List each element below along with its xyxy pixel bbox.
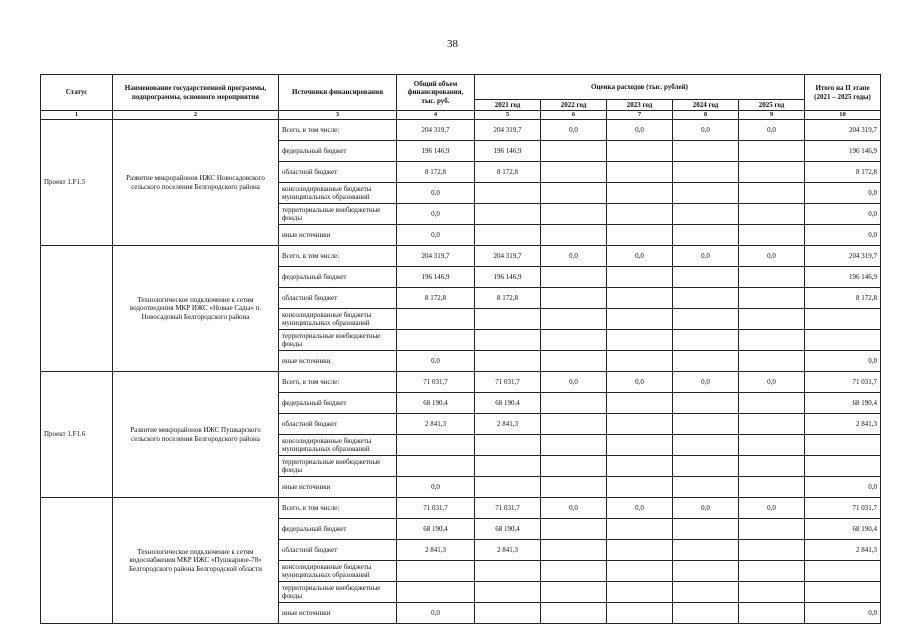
cell-2023: [607, 603, 673, 624]
cell-total: 196 146,9: [397, 267, 475, 288]
cell-source: Всего, в том числе:: [279, 372, 397, 393]
cell-total: 0,0: [397, 183, 475, 204]
cell-stage-total: 204 319,7: [805, 120, 881, 141]
cell-2021: 2 841,3: [475, 414, 541, 435]
cell-total: [397, 330, 475, 351]
cell-2022: [541, 435, 607, 456]
col-number: 5: [475, 111, 541, 120]
cell-total: 71 031,7: [397, 372, 475, 393]
cell-2025: [739, 204, 805, 225]
cell-2024: [673, 351, 739, 372]
cell-2024: [673, 267, 739, 288]
table-row: [41, 372, 881, 393]
cell-source: областной бюджет: [279, 414, 397, 435]
cell-2022: 0,0: [541, 246, 607, 267]
cell-2023: [607, 204, 673, 225]
cell-2023: 0,0: [607, 498, 673, 519]
cell-source: консолидированные бюджеты муниципальных образований: [279, 183, 397, 204]
cell-source: территориальные внебюджетные фонды: [279, 582, 397, 603]
cell-total: 71 031,7: [397, 498, 475, 519]
cell-source: областной бюджет: [279, 162, 397, 183]
header-year-2022: 2022 год: [541, 100, 607, 111]
cell-2022: 0,0: [541, 372, 607, 393]
cell-stage-total: [805, 582, 881, 603]
cell-stage-total: 0,0: [805, 603, 881, 624]
cell-2021: 68 190,4: [475, 393, 541, 414]
cell-stage-total: 2 841,3: [805, 414, 881, 435]
cell-stage-total: [805, 309, 881, 330]
cell-total: [397, 435, 475, 456]
header-estimate: Оценка расходов (тыс. рублей): [475, 75, 805, 100]
header-stage-total: Итого на II этапе (2021 – 2025 годы): [805, 75, 881, 111]
cell-program-name: Технологическое подключение к сетям водоснабжения МКР ИЖС «Пушкарное-78» Белгородского района Белгородской области: [113, 498, 279, 624]
cell-2021: [475, 603, 541, 624]
cell-source: федеральный бюджет: [279, 519, 397, 540]
cell-stage-total: 8 172,8: [805, 162, 881, 183]
cell-2024: [673, 582, 739, 603]
cell-source: территориальные внебюджетные фонды: [279, 330, 397, 351]
cell-2021: [475, 456, 541, 477]
cell-source: областной бюджет: [279, 288, 397, 309]
cell-source: консолидированные бюджеты муниципальных образований: [279, 309, 397, 330]
cell-program-name: Развитие микрорайонов ИЖС Новосадовского сельского поселения Белгородского района: [113, 120, 279, 246]
cell-2023: [607, 519, 673, 540]
cell-2022: [541, 309, 607, 330]
col-number: 7: [607, 111, 673, 120]
cell-source: Всего, в том числе:: [279, 498, 397, 519]
cell-2025: 0,0: [739, 120, 805, 141]
cell-stage-total: 0,0: [805, 183, 881, 204]
col-number: 6: [541, 111, 607, 120]
cell-stage-total: 0,0: [805, 204, 881, 225]
page-number: 38: [447, 38, 458, 50]
cell-2024: [673, 435, 739, 456]
cell-stage-total: 68 190,4: [805, 393, 881, 414]
cell-2025: [739, 456, 805, 477]
cell-total: 0,0: [397, 204, 475, 225]
cell-2021: 196 146,9: [475, 267, 541, 288]
cell-2024: [673, 330, 739, 351]
cell-2022: [541, 477, 607, 498]
cell-2024: [673, 603, 739, 624]
cell-stage-total: 204 319,7: [805, 246, 881, 267]
cell-total: 8 172,8: [397, 162, 475, 183]
cell-source: иные источники: [279, 351, 397, 372]
cell-stage-total: 196 146,9: [805, 267, 881, 288]
cell-2025: [739, 477, 805, 498]
cell-2025: [739, 582, 805, 603]
header-year-2024: 2024 год: [673, 100, 739, 111]
cell-2021: 204 319,7: [475, 246, 541, 267]
cell-2023: [607, 309, 673, 330]
cell-stage-total: [805, 456, 881, 477]
cell-2023: [607, 582, 673, 603]
cell-2021: [475, 477, 541, 498]
cell-total: [397, 582, 475, 603]
cell-2025: [739, 309, 805, 330]
cell-2021: [475, 183, 541, 204]
cell-status: Проект 1.F1.5: [41, 120, 113, 246]
cell-2022: [541, 393, 607, 414]
cell-2025: 0,0: [739, 498, 805, 519]
cell-2023: [607, 288, 673, 309]
cell-2025: [739, 267, 805, 288]
cell-2022: [541, 225, 607, 246]
cell-2025: [739, 393, 805, 414]
cell-program-name: Развитие микрорайонов ИЖС Пушкарского сельского поселения Белгородского района: [113, 372, 279, 498]
cell-2025: [739, 141, 805, 162]
cell-2025: 0,0: [739, 372, 805, 393]
cell-program-name: Технологическое подключение к сетям водоотведения МКР ИЖС «Новые Сады» п. Новосадовый Белгородского района: [113, 246, 279, 372]
header-year-2021: 2021 год: [475, 100, 541, 111]
table-row: [41, 246, 881, 267]
cell-2024: [673, 204, 739, 225]
cell-2022: [541, 540, 607, 561]
cell-total: 0,0: [397, 603, 475, 624]
cell-2025: [739, 330, 805, 351]
cell-2023: 0,0: [607, 120, 673, 141]
cell-2021: [475, 330, 541, 351]
cell-2025: [739, 519, 805, 540]
cell-total: 196 146,9: [397, 141, 475, 162]
cell-2022: [541, 141, 607, 162]
cell-2024: [673, 288, 739, 309]
cell-2025: [739, 183, 805, 204]
cell-2022: [541, 330, 607, 351]
cell-2024: [673, 519, 739, 540]
cell-2022: 0,0: [541, 120, 607, 141]
cell-2023: 0,0: [607, 372, 673, 393]
cell-2023: [607, 351, 673, 372]
cell-2023: [607, 162, 673, 183]
cell-2022: [541, 414, 607, 435]
cell-source: федеральный бюджет: [279, 141, 397, 162]
cell-2021: 204 319,7: [475, 120, 541, 141]
cell-total: [397, 456, 475, 477]
cell-2024: [673, 414, 739, 435]
cell-total: 68 190,4: [397, 393, 475, 414]
cell-2021: [475, 351, 541, 372]
cell-total: 2 841,3: [397, 414, 475, 435]
cell-2025: 0,0: [739, 246, 805, 267]
table-row: [41, 498, 881, 519]
col-number: 3: [279, 111, 397, 120]
cell-2022: [541, 351, 607, 372]
cell-status: [41, 498, 113, 624]
cell-source: иные источники: [279, 477, 397, 498]
cell-total: 0,0: [397, 351, 475, 372]
cell-total: 68 190,4: [397, 519, 475, 540]
cell-2025: [739, 288, 805, 309]
cell-total: [397, 309, 475, 330]
cell-2022: [541, 267, 607, 288]
cell-source: федеральный бюджет: [279, 267, 397, 288]
cell-2022: [541, 519, 607, 540]
header-sources: Источники финансирования: [279, 75, 397, 111]
cell-2023: [607, 435, 673, 456]
cell-source: консолидированные бюджеты муниципальных образований: [279, 435, 397, 456]
cell-2024: 0,0: [673, 372, 739, 393]
cell-stage-total: 68 190,4: [805, 519, 881, 540]
col-number: 4: [397, 111, 475, 120]
cell-2021: 68 190,4: [475, 519, 541, 540]
cell-2021: [475, 225, 541, 246]
table-body: [41, 120, 881, 624]
cell-source: иные источники: [279, 225, 397, 246]
cell-2021: [475, 582, 541, 603]
financing-table: [40, 74, 881, 624]
cell-source: территориальные внебюджетные фонды: [279, 456, 397, 477]
cell-2024: [673, 183, 739, 204]
cell-2024: 0,0: [673, 120, 739, 141]
header-status: Статус: [41, 75, 113, 111]
cell-2023: [607, 183, 673, 204]
cell-total: 204 319,7: [397, 246, 475, 267]
cell-source: иные источники: [279, 603, 397, 624]
cell-2025: [739, 540, 805, 561]
cell-2025: [739, 603, 805, 624]
header-year-2023: 2023 год: [607, 100, 673, 111]
header-total: Общий объем финансирования, тыс. руб.: [397, 75, 475, 111]
cell-source: Всего, в том числе:: [279, 246, 397, 267]
cell-2023: [607, 330, 673, 351]
cell-stage-total: 0,0: [805, 477, 881, 498]
col-number: 10: [805, 111, 881, 120]
cell-stage-total: 71 031,7: [805, 372, 881, 393]
cell-2024: [673, 225, 739, 246]
cell-2024: [673, 162, 739, 183]
header-name: Наименование государственной программы, подпрограммы, основного мероприятия: [113, 75, 279, 111]
cell-2025: [739, 435, 805, 456]
cell-2025: [739, 414, 805, 435]
cell-stage-total: [805, 435, 881, 456]
cell-2025: [739, 225, 805, 246]
header-year-2025: 2025 год: [739, 100, 805, 111]
cell-stage-total: 71 031,7: [805, 498, 881, 519]
cell-status: [41, 246, 113, 372]
cell-2024: 0,0: [673, 498, 739, 519]
cell-2024: [673, 561, 739, 582]
cell-status: Проект 1.F1.6: [41, 372, 113, 498]
cell-2022: [541, 582, 607, 603]
cell-source: территориальные внебюджетные фонды: [279, 204, 397, 225]
col-number: 1: [41, 111, 113, 120]
table-row: [41, 120, 881, 141]
cell-source: федеральный бюджет: [279, 393, 397, 414]
col-number: 2: [113, 111, 279, 120]
cell-2024: [673, 456, 739, 477]
cell-2023: [607, 477, 673, 498]
cell-stage-total: 2 841,3: [805, 540, 881, 561]
cell-total: 2 841,3: [397, 540, 475, 561]
cell-source: областной бюджет: [279, 540, 397, 561]
cell-2025: [739, 561, 805, 582]
cell-2023: [607, 267, 673, 288]
cell-2021: 196 146,9: [475, 141, 541, 162]
cell-total: 0,0: [397, 477, 475, 498]
cell-2022: [541, 456, 607, 477]
cell-2021: 8 172,8: [475, 288, 541, 309]
cell-2021: 2 841,3: [475, 540, 541, 561]
cell-source: Всего, в том числе:: [279, 120, 397, 141]
cell-2022: [541, 561, 607, 582]
cell-2024: [673, 477, 739, 498]
cell-total: 0,0: [397, 225, 475, 246]
cell-2021: 71 031,7: [475, 498, 541, 519]
cell-2023: [607, 540, 673, 561]
cell-2023: 0,0: [607, 246, 673, 267]
cell-2022: [541, 603, 607, 624]
cell-2022: [541, 204, 607, 225]
cell-total: [397, 561, 475, 582]
cell-2021: [475, 204, 541, 225]
col-number: 9: [739, 111, 805, 120]
cell-stage-total: 0,0: [805, 351, 881, 372]
cell-2023: [607, 393, 673, 414]
cell-2022: [541, 183, 607, 204]
col-number: 8: [673, 111, 739, 120]
cell-2023: [607, 141, 673, 162]
cell-2025: [739, 162, 805, 183]
cell-2022: [541, 288, 607, 309]
cell-total: 204 319,7: [397, 120, 475, 141]
cell-2021: [475, 435, 541, 456]
cell-2024: 0,0: [673, 246, 739, 267]
cell-2024: [673, 540, 739, 561]
cell-2021: [475, 561, 541, 582]
cell-2022: 0,0: [541, 498, 607, 519]
cell-total: 8 172,8: [397, 288, 475, 309]
cell-2022: [541, 162, 607, 183]
cell-2024: [673, 141, 739, 162]
cell-stage-total: 0,0: [805, 225, 881, 246]
cell-stage-total: 8 172,8: [805, 288, 881, 309]
cell-source: консолидированные бюджеты муниципальных образований: [279, 561, 397, 582]
cell-2021: 71 031,7: [475, 372, 541, 393]
cell-2023: [607, 225, 673, 246]
cell-2024: [673, 393, 739, 414]
cell-2024: [673, 309, 739, 330]
cell-2021: [475, 309, 541, 330]
cell-2023: [607, 456, 673, 477]
cell-stage-total: [805, 561, 881, 582]
cell-stage-total: [805, 330, 881, 351]
cell-2023: [607, 414, 673, 435]
cell-2023: [607, 561, 673, 582]
cell-2025: [739, 351, 805, 372]
cell-2021: 8 172,8: [475, 162, 541, 183]
cell-stage-total: 196 146,9: [805, 141, 881, 162]
